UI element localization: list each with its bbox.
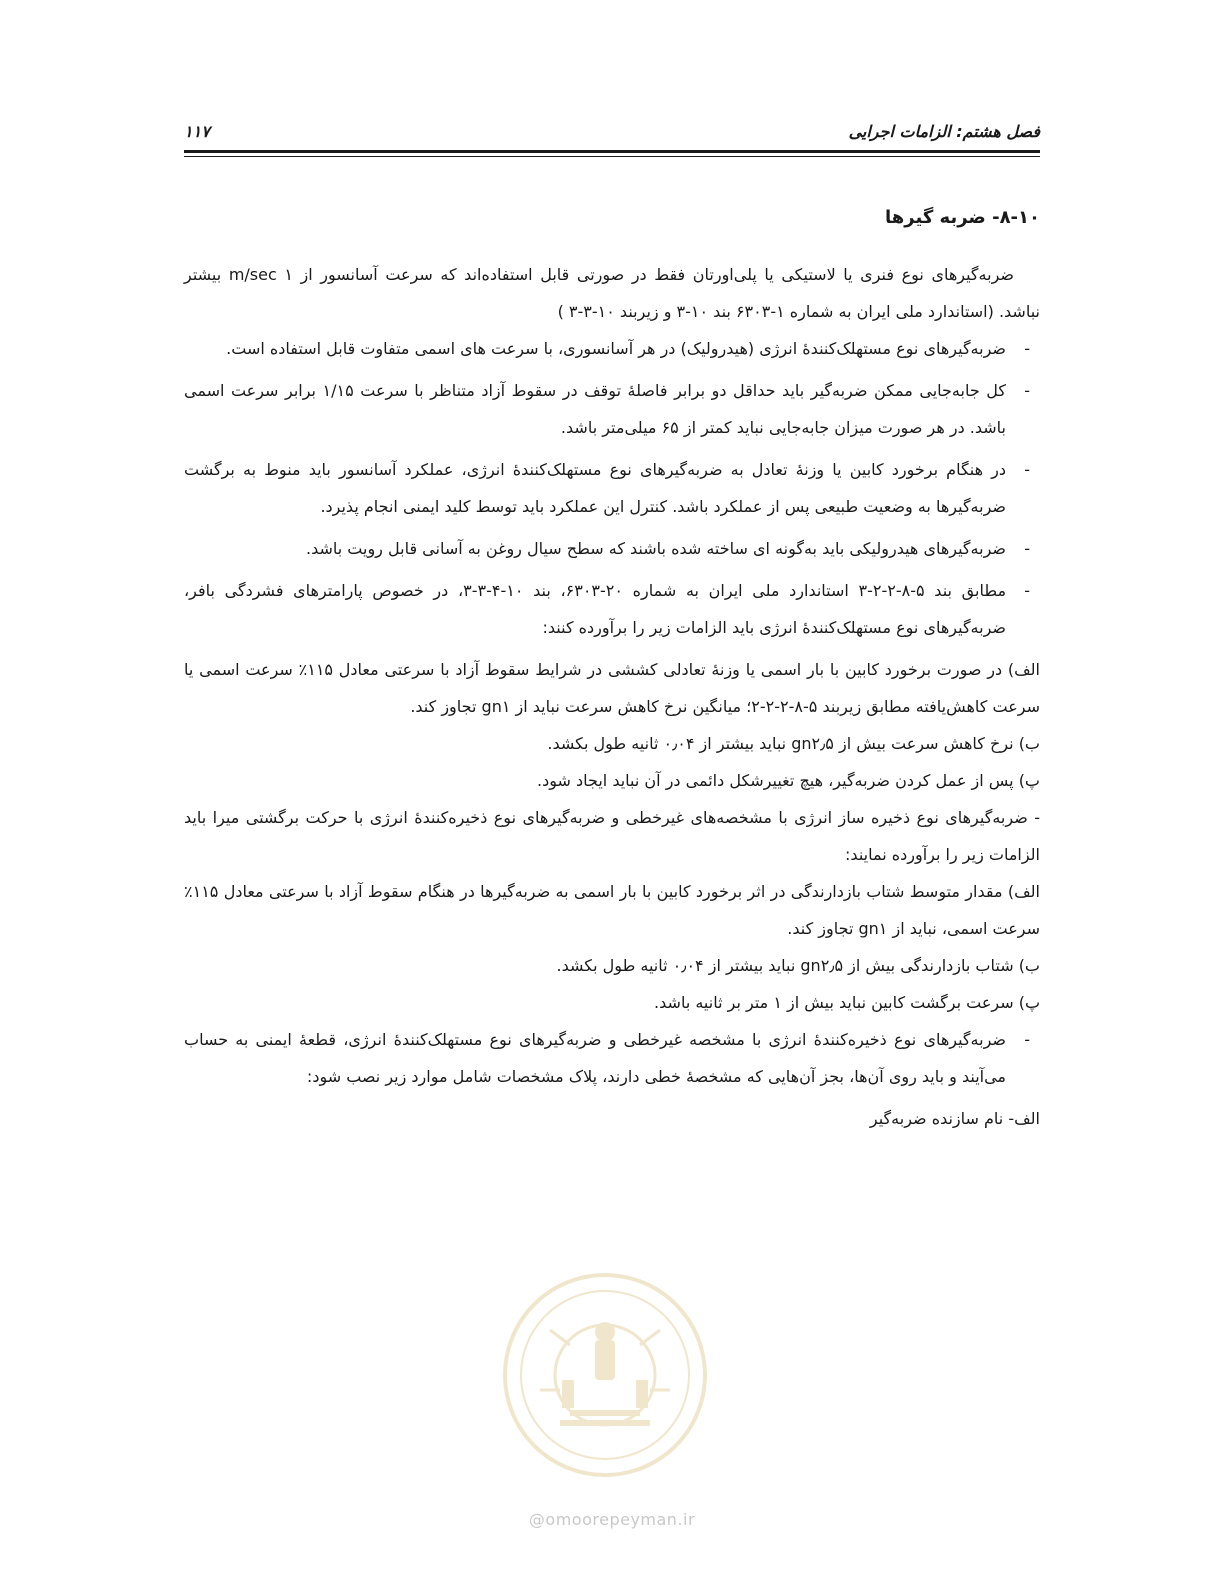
dash-marker: -	[1024, 581, 1030, 600]
intro-line-1: ضربه‌گیرهای نوع فنری یا لاستیکی یا پلی‌اورتان فقط در صورتی قابل استفاده‌اند که سرعت آسانسور از ۱ m/sec	[228, 265, 1014, 284]
dash-marker: -	[1024, 460, 1030, 479]
list-item	[184, 530, 1040, 567]
header-rule-thick	[184, 150, 1040, 153]
list-item	[184, 330, 1040, 367]
bullet-text: ضربه‌گیرهای نوع ذخیره‌کنندهٔ انرژی با مشخصه غیرخطی و ضربه‌گیرهای نوع مستهلک‌کنندهٔ انرژی، قطعهٔ ایمنی به حساب می‌آیند و باید روی آن‌ها، بجز آن‌هایی که مشخصهٔ خطی دارند، پلاک مشخصات شامل موارد زیر نصب شود:	[184, 1030, 1006, 1086]
page-header	[184, 120, 1040, 150]
list-item	[184, 451, 1040, 525]
dash-marker: -	[1024, 381, 1030, 400]
watermark-seal-icon	[500, 1270, 710, 1480]
bullet-text: ضربه‌گیرهای هیدرولیکی باید به‌گونه ای ساخته شده باشند که سطح سیال روغن به آسانی قابل رویت باشد.	[305, 539, 1006, 558]
requirement-item: پ) پس از عمل کردن ضربه‌گیر، هیچ تغییرشکل دائمی در آن نباید ایجاد شود.	[537, 771, 1040, 790]
dash-marker: -	[1024, 339, 1030, 358]
bullet-text: کل جابه‌جایی ممکن ضربه‌گیر باید حداقل دو برابر فاصلهٔ توقف در سقوط آزاد متناظر با سرعت ۱/۱۵ برابر سرعت اسمی باشد. در هر صورت میزان جابه‌جایی نباید کمتر از ۶۵ میلی‌متر باشد.	[184, 381, 1006, 437]
page-body	[184, 198, 1040, 1153]
page-number: ۱۱۷	[184, 122, 210, 141]
chapter-title: فصل هشتم: الزامات اجرایی	[848, 122, 1040, 141]
safety-component-list	[184, 1021, 1040, 1095]
requirement-item: الف) در صورت برخورد کابین با بار اسمی یا وزنهٔ تعادلی کششی در شرایط سقوط آزاد با سرعتی معادل ۱۱۵٪ سرعت اسمی یا سرعت کاهش‌یافته مطابق زیربند ۵-۸-۲-۲-۲؛ میانگین نرخ کاهش سرعت نباید از gn۱ تجاوز کند.	[184, 660, 1041, 716]
requirement-item: ب) نرخ کاهش سرعت بیش از gn۲٫۵ نباید بیشتر از ۰٫۰۴ ثانیه طول بکشد.	[547, 734, 1040, 753]
dash-marker: -	[1024, 1030, 1030, 1049]
requirements-list	[184, 330, 1040, 646]
requirement-item: ب) شتاب بازدارندگی بیش از gn۲٫۵ نباید بیشتر از ۰٫۰۴ ثانیه طول بکشد.	[556, 956, 1040, 975]
energy-storage-intro: - ضربه‌گیرهای نوع ذخیره ساز انرژی با مشخصه‌های غیرخطی و ضربه‌گیرهای نوع ذخیره‌کنندهٔ انرژی با حرکت برگشتی میرا باید الزامات زیر را برآورده نمایند:	[184, 808, 1040, 864]
list-item	[184, 572, 1040, 646]
final-item: الف- نام سازنده ضربه‌گیر	[869, 1109, 1040, 1128]
section-title: ۸-۱۰- ضربه گیرها	[885, 207, 1040, 228]
list-item	[184, 372, 1040, 446]
dissipation-requirements	[184, 651, 1040, 799]
watermark-url: @omoorepeyman.ir	[528, 1510, 696, 1529]
requirement-item: پ) سرعت برگشت کابین نباید بیش از ۱ متر بر ثانیه باشد.	[654, 993, 1040, 1012]
bullet-text: ضربه‌گیرهای نوع مستهلک‌کنندهٔ انرژی (هیدرولیک) در هر آسانسوری، با سرعت های اسمی متفاوت قابل استفاده است.	[226, 339, 1006, 358]
dash-marker: -	[1024, 539, 1030, 558]
bullet-text: در هنگام برخورد کابین یا وزنهٔ تعادل به ضربه‌گیرهای نوع مستهلک‌کنندهٔ انرژی، عملکرد آسانسور باید منوط به برگشت ضربه‌گیرها به وضعیت طبیعی پس از عملکرد باشد. کنترل این عملکرد باید توسط کلید ایمنی انجام پذیرد.	[184, 460, 1006, 516]
intro-line-2: بیشتر نباشد. (استاندارد ملی ایران به شماره ۱-۶۳۰۳ بند ۱۰-۳ و زیربند ۱۰-۳-۳ )	[184, 265, 1040, 321]
list-item	[184, 1021, 1040, 1095]
header-rule-thin	[184, 156, 1040, 157]
bullet-text: مطابق بند ۵-۸-۲-۲-۳ استاندارد ملی ایران به شماره ۲۰-۶۳۰۳، بند ۱۰-۴-۳-۳، در خصوص پارامترهای فشردگی بافر، ضربه‌گیرهای نوع مستهلک‌کنندهٔ انرژی باید الزامات زیر را برآورده کنند:	[184, 581, 1007, 637]
requirement-item: الف) مقدار متوسط شتاب بازدارندگی در اثر برخورد کابین با بار اسمی به ضربه‌گیرها در هنگام سقوط آزاد با سرعتی معادل ۱۱۵٪ سرعت اسمی، نباید از gn۱ تجاوز کند.	[184, 882, 1040, 938]
storage-requirements	[184, 873, 1040, 1021]
intro-paragraph	[184, 256, 1040, 330]
